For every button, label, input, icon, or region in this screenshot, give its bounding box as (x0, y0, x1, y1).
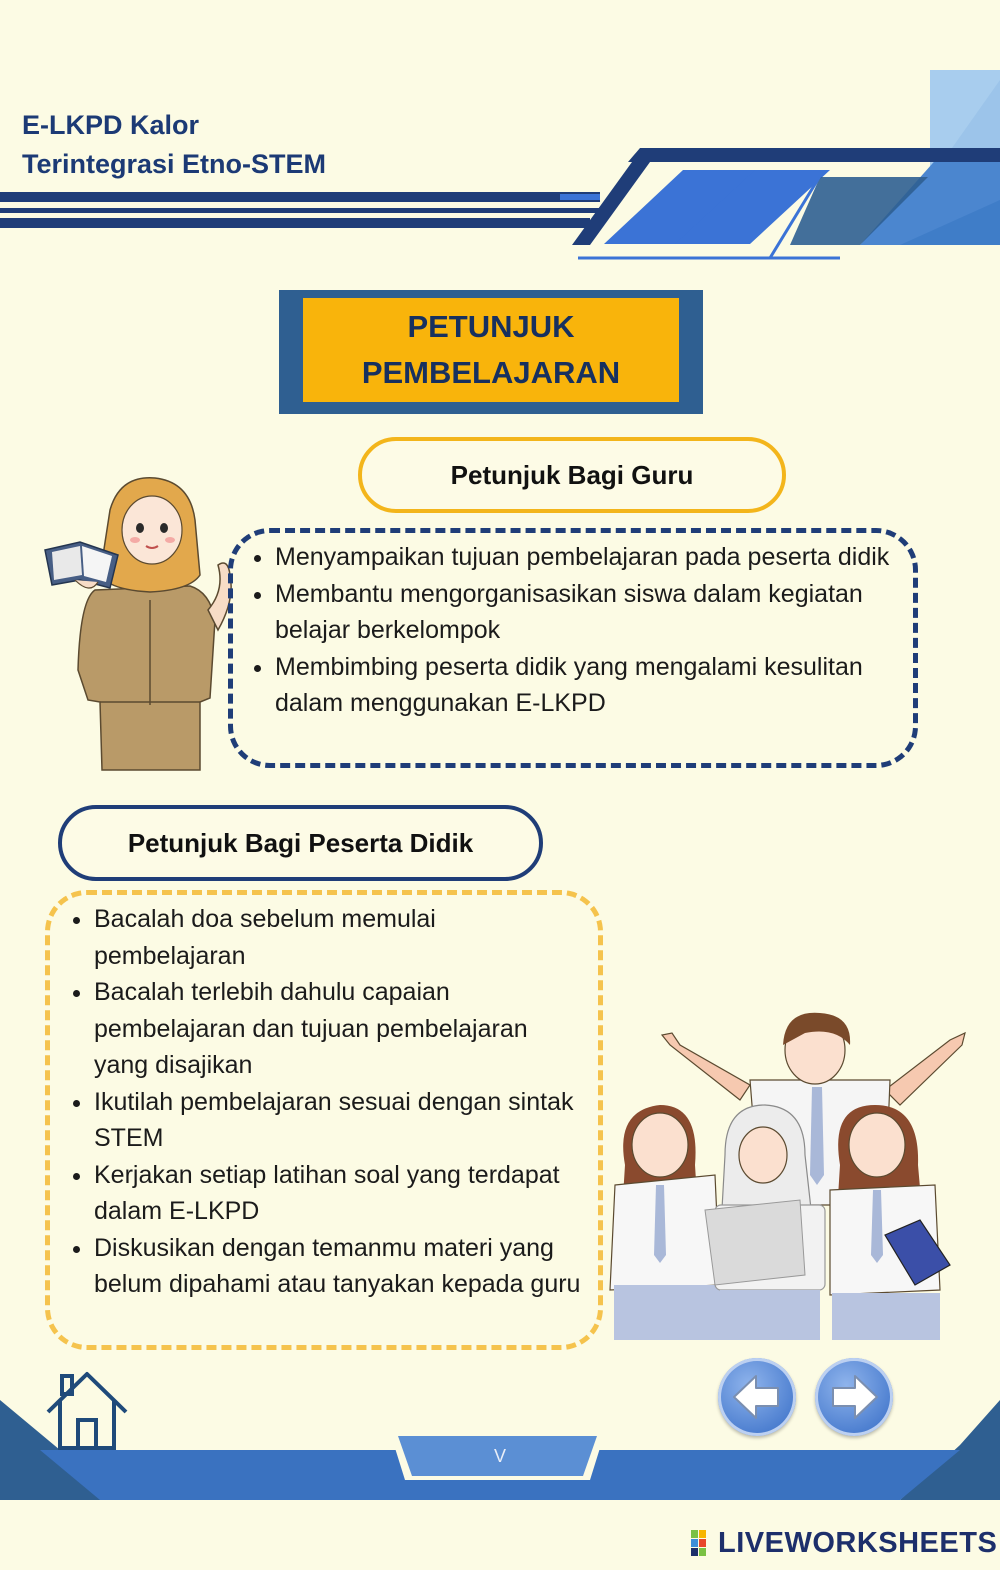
list-item: • Membimbing peserta didik yang mengalami kesulitan dalam menggunakan E-LKPD (275, 649, 907, 722)
teacher-instructions-box (228, 528, 918, 768)
header-title-line1: E-LKPD Kalor (22, 110, 200, 140)
teacher-instructions-list (233, 539, 913, 722)
prev-page-button[interactable] (718, 1358, 796, 1436)
student-heading-label: Petunjuk Bagi Peserta Didik (127, 827, 474, 858)
brand-text: LIVEWORKSHEETS (718, 1526, 998, 1559)
page-title-line1: PETUNJUK (407, 309, 575, 344)
header-title (22, 106, 326, 184)
liveworksheets-logo-icon (690, 1528, 716, 1558)
page-title-line2: PEMBELAJARAN (361, 355, 621, 390)
home-icon (44, 1368, 130, 1452)
list-item: • Diskusikan dengan temanmu materi yang belum dipahami atau tanyakan kepada guru (94, 1230, 588, 1303)
student-heading (58, 805, 543, 881)
list-item: • Membantu mengorganisasikan siswa dalam kegiatan belajar berkelompok (275, 576, 907, 649)
next-page-button[interactable] (815, 1358, 893, 1436)
home-button[interactable] (44, 1368, 130, 1452)
teacher-heading-label: Petunjuk Bagi Guru (450, 459, 694, 490)
list-item: • Ikutilah pembelajaran sesuai dengan sintak STEM (94, 1084, 588, 1157)
list-item: • Bacalah doa sebelum memulai pembelajaran (94, 901, 588, 974)
header-title-line2: Terintegrasi Etno-STEM (22, 149, 327, 179)
page-title (303, 298, 679, 402)
list-item: • Kerjakan setiap latihan soal yang terdapat dalam E-LKPD (94, 1157, 588, 1230)
student-instructions-list (50, 901, 598, 1303)
list-item: • Bacalah terlebih dahulu capaian pembelajaran dan tujuan pembelajaran yang disajikan (94, 974, 588, 1084)
list-item: • Menyampaikan tujuan pembelajaran pada peserta didik (275, 539, 907, 576)
teacher-heading (358, 437, 786, 513)
teacher-illustration (40, 470, 235, 775)
arrow-left-icon (718, 1358, 796, 1436)
students-illustration (600, 1005, 975, 1340)
liveworksheets-brand (690, 1525, 997, 1561)
page-number: V (493, 1446, 506, 1466)
arrow-right-icon (815, 1358, 893, 1436)
student-instructions-box (45, 890, 603, 1350)
